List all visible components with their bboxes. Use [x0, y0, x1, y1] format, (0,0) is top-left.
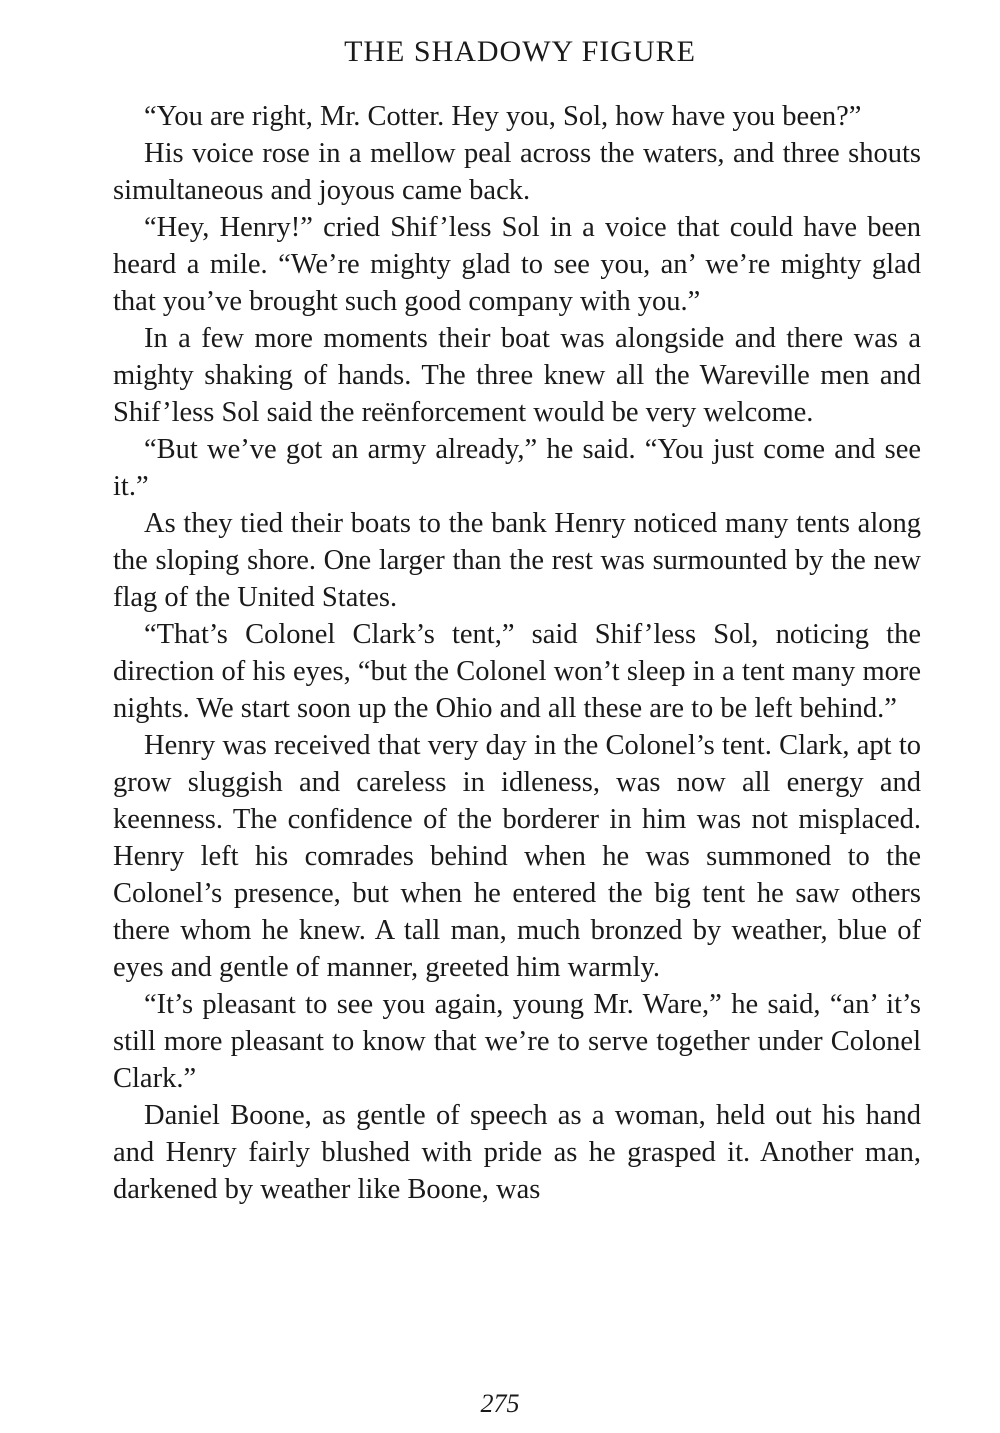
paragraph-continued: Daniel Boone, as gentle of speech as a woman, held out his hand and Henry fairly blushed with pride as he grasped it. Another man, darkened by weather like Boone, was: [113, 1100, 921, 1205]
paragraph: As they tied their boats to the bank Henry noticed many tents along the sloping shore. One larger than the rest was surmounted by the new flag of the United States.: [113, 508, 921, 613]
running-head: THE SHADOWY FIGURE: [344, 35, 696, 68]
paragraph: In a few more moments their boat was alongside and there was a mighty shaking of hands. The three knew all the Wareville men and Shif’less Sol said the reënforcement would be very welcome.: [113, 323, 921, 428]
book-page: [113, 30, 921, 1208]
paragraph: Henry was received that very day in the Colonel’s tent. Clark, apt to grow sluggish and careless in idleness, was now all energy and keenness. The confidence of the borderer in him was not misplaced. Henry left his comrades behind when he was summoned to the Colonel’s presence, but when he entered the big tent he saw others there whom he knew. A tall man, much bronzed by weather, blue of eyes and gentle of manner, greeted him warmly.: [113, 730, 921, 983]
body-text: [113, 98, 921, 1208]
paragraph: “That’s Colonel Clark’s tent,” said Shif’less Sol, noticing the direction of his eyes, “but the Colonel won’t sleep in a tent many more nights. We start soon up the Ohio and all these are to be left behind.”: [113, 619, 921, 724]
paragraph: “It’s pleasant to see you again, young Mr. Ware,” he said, “an’ it’s still more pleasant to know that we’re to serve together under Colonel Clark.”: [113, 989, 921, 1094]
paragraph: “You are right, Mr. Cotter. Hey you, Sol, how have you been?”: [144, 101, 862, 132]
paragraph: His voice rose in a mellow peal across the waters, and three shouts simultaneous and joyous came back.: [113, 138, 921, 206]
paragraph: “Hey, Henry!” cried Shif’less Sol in a voice that could have been heard a mile. “We’re mighty glad to see you, an’ we’re mighty glad that you’ve brought such good company with you.”: [113, 212, 921, 317]
page-number: 275: [480, 1389, 520, 1418]
paragraph: “But we’ve got an army already,” he said. “You just come and see it.”: [113, 434, 921, 502]
